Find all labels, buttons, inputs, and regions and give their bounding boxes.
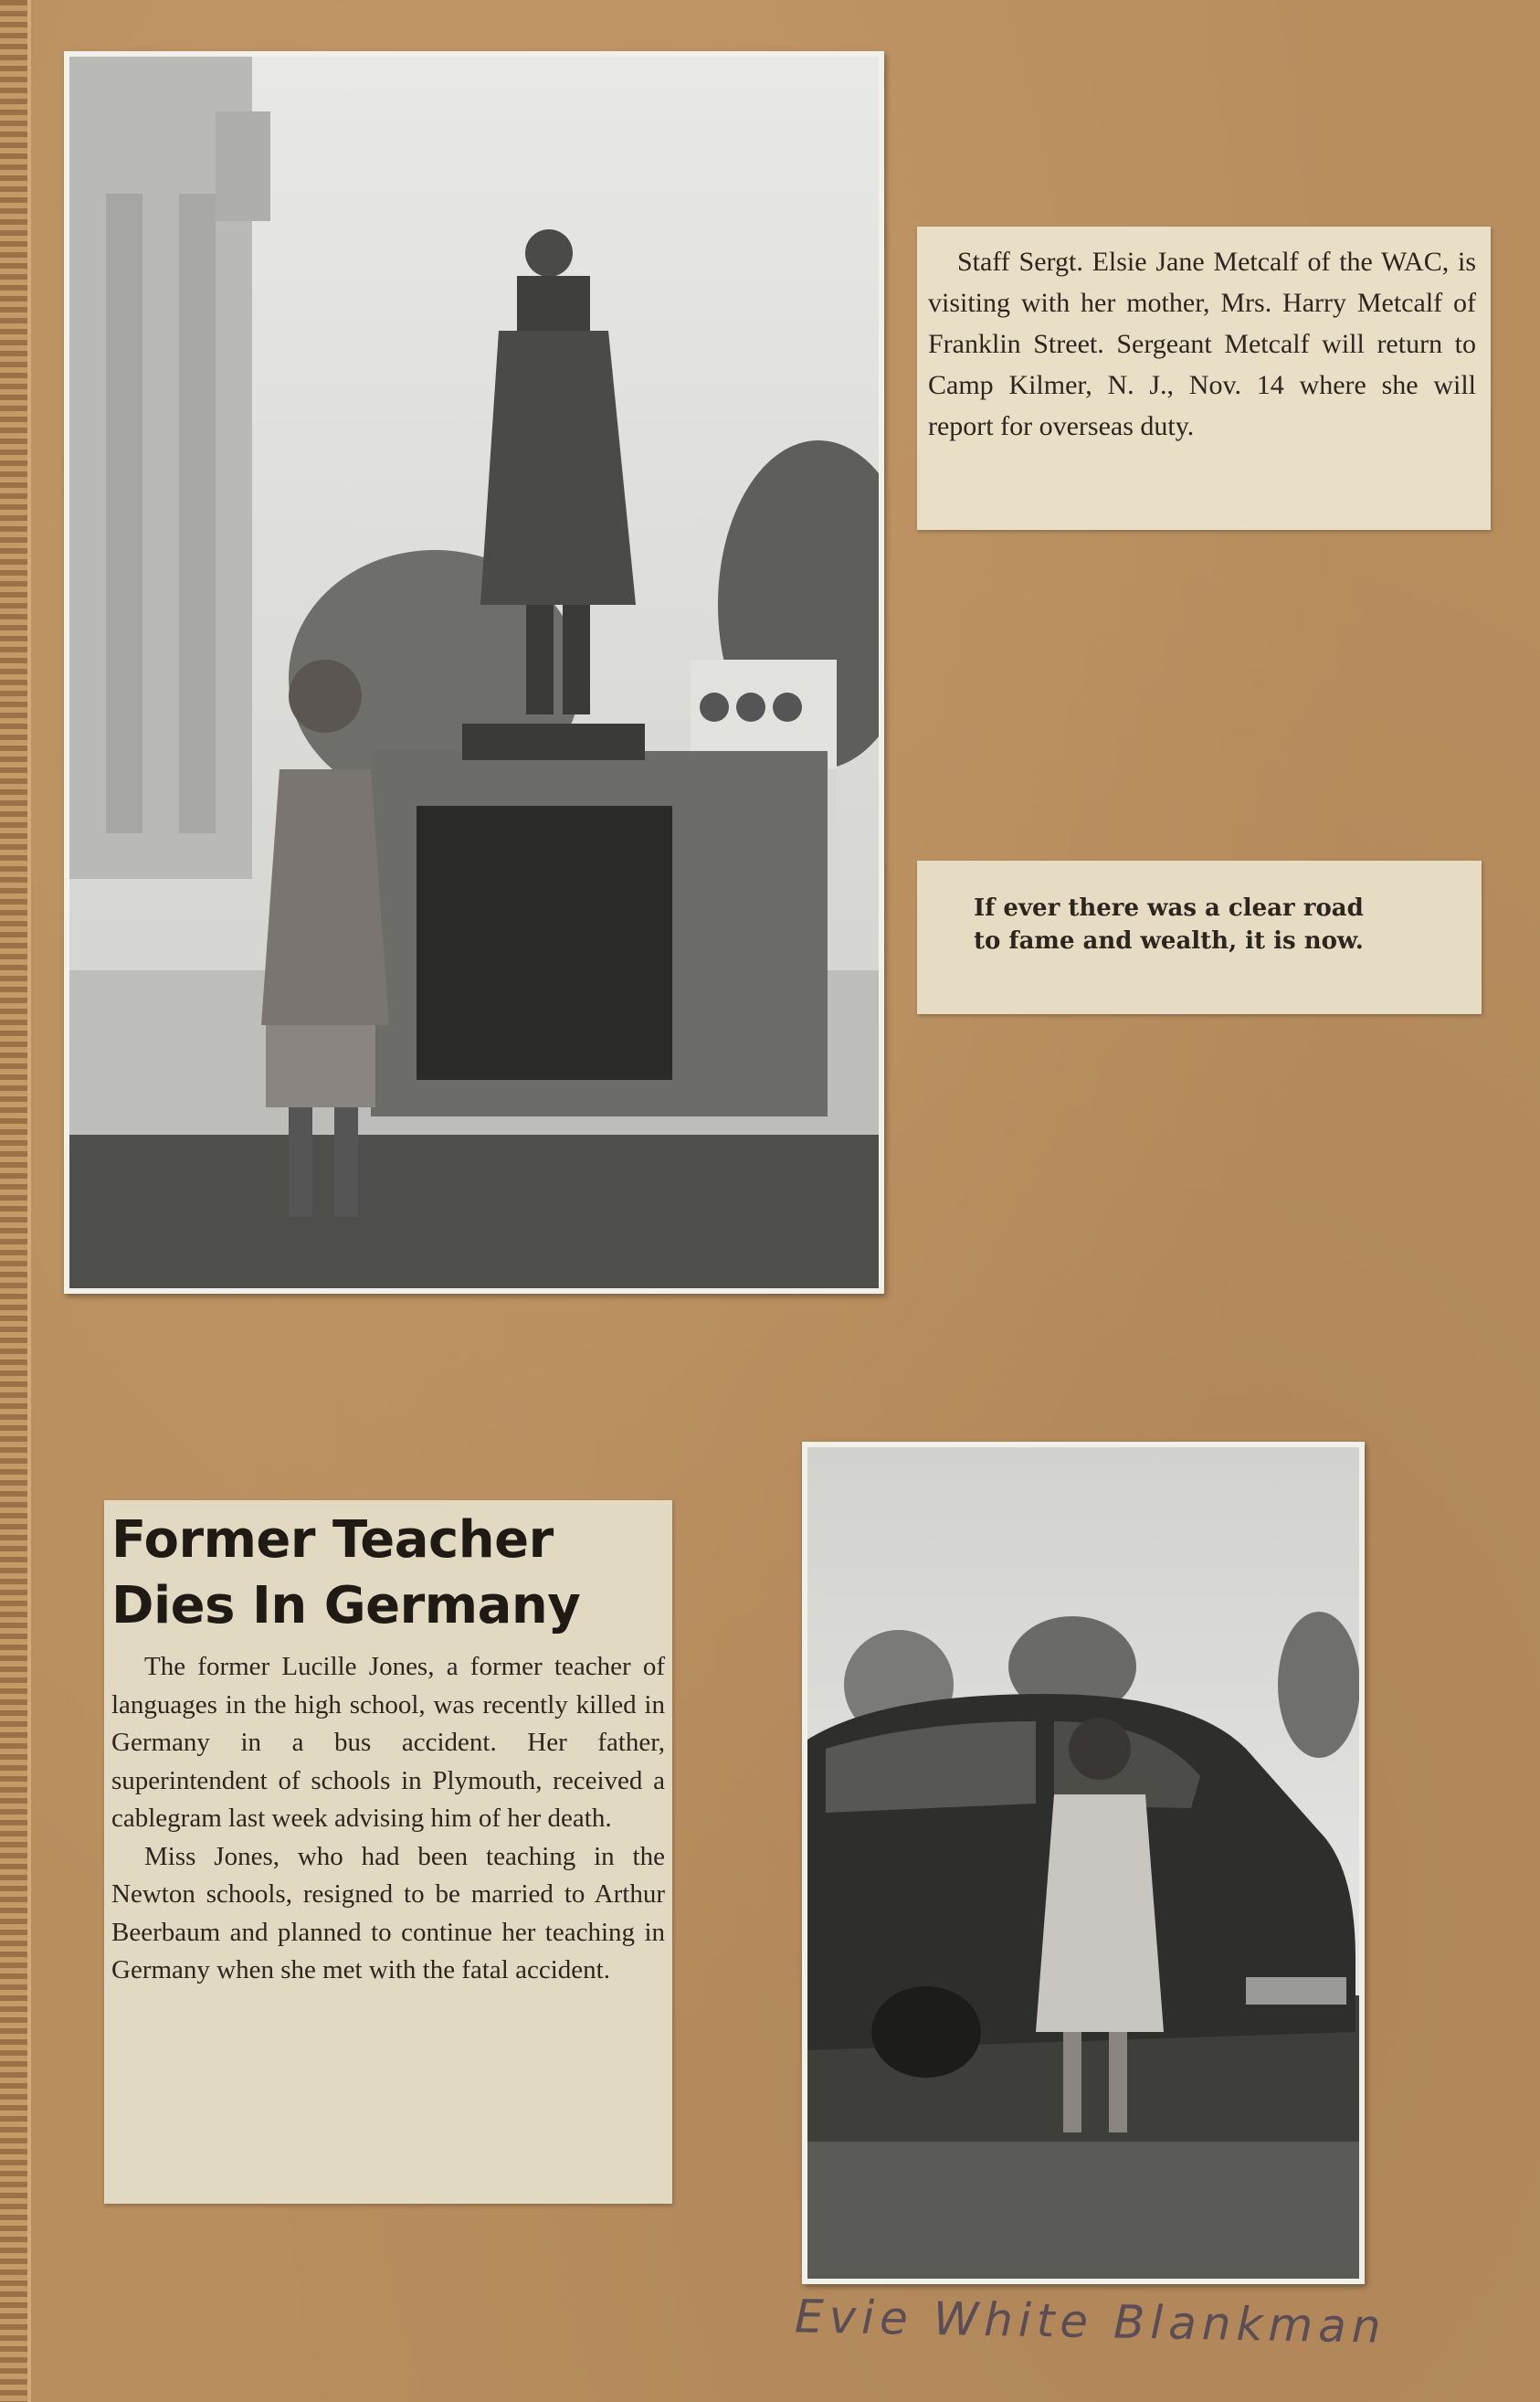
obituary-headline-line-1: Former Teacher xyxy=(111,1510,554,1570)
car-photo-image xyxy=(807,1447,1359,2279)
page-edge xyxy=(27,0,31,2402)
wac-visit-clipping xyxy=(917,227,1491,530)
obituary-paragraph-1: The former Lucille Jones, a former teacher of languages in the high school, was recently killed in Germany in a bus accident. Her father, superintendent of schools in Plymouth, received a cablegram last week advising him of her death. xyxy=(111,1652,665,1833)
car-photo xyxy=(802,1442,1365,2284)
statue-photo-image xyxy=(69,57,879,1288)
clear-road-line-1: If ever there was a clear road xyxy=(974,894,1364,922)
clear-road-line-2: to fame and wealth, it is now. xyxy=(974,927,1364,955)
clear-road-clipping xyxy=(917,861,1482,1014)
obituary-headline-line-2: Dies In Germany xyxy=(111,1576,581,1635)
obituary-clipping xyxy=(104,1500,672,2204)
album-binding xyxy=(0,0,29,2402)
wac-visit-text: Staff Sergt. Elsie Jane Metcalf of the WAC, is visiting with her mother, Mrs. Harry Metcalf of Franklin Street. Sergeant Metcalf will return to Camp Kilmer, N. J., Nov. 14 where she will report for overseas duty. xyxy=(928,247,1476,441)
handwritten-name: Evie White Blankman xyxy=(794,2290,1387,2354)
obituary-paragraph-2: Miss Jones, who had been teaching in the Newton schools, resigned to be married to Arthur Beerbaum and planned to continue her teaching in Germany when she met with the fatal accident. xyxy=(111,1841,665,1984)
statue-photo xyxy=(64,51,884,1294)
